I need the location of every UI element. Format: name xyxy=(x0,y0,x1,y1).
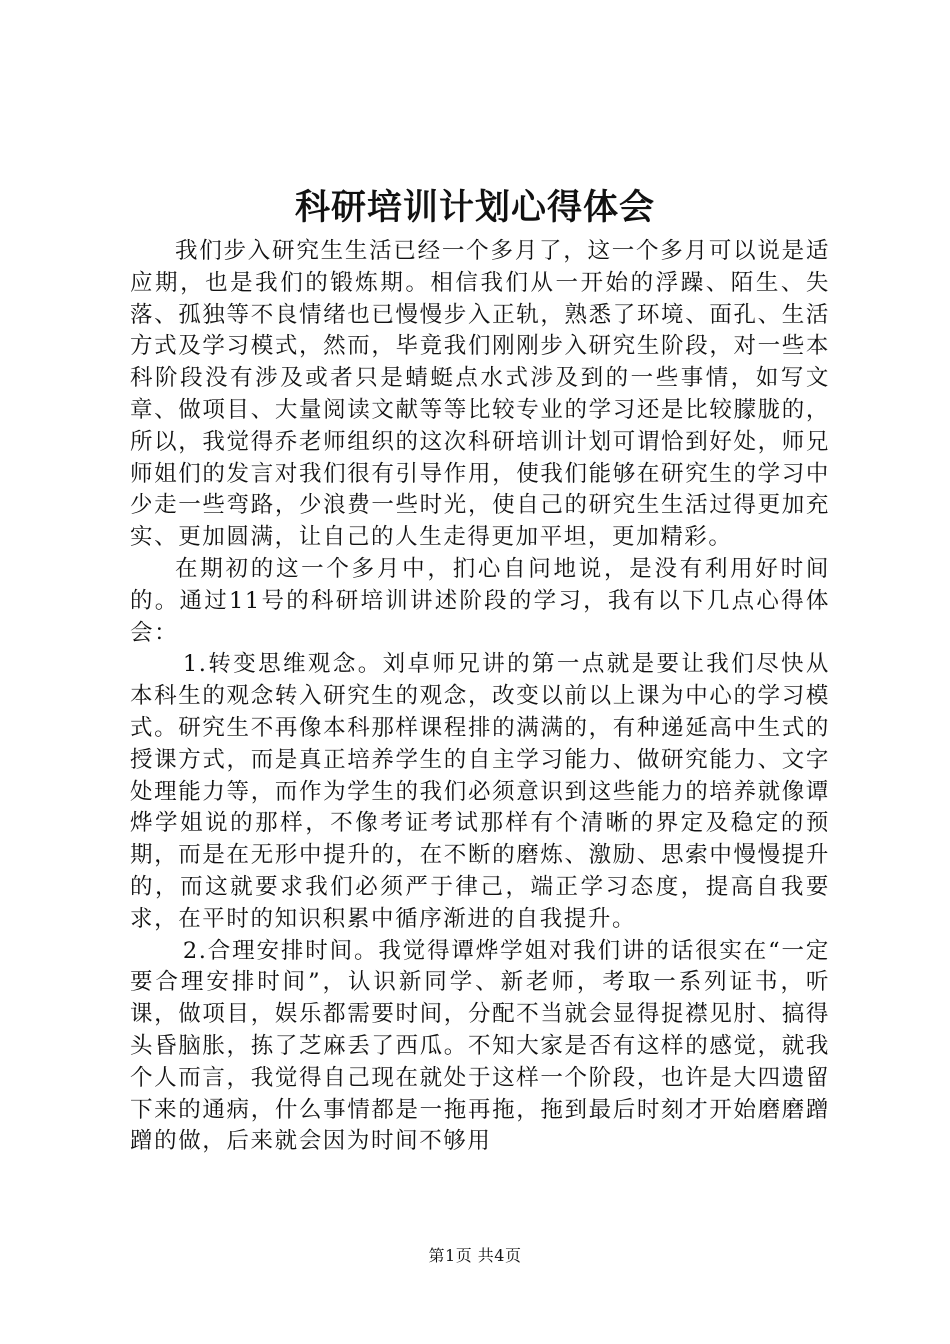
paragraph-point-2: 2.合理安排时间。我觉得谭烨学姐对我们讲的话很实在“一定要合理安排时间”，认识新同学、新老师，考取一系列证书，听课，做项目，娱乐都需要时间，分配不当就会显得捉襟见肘、搞得头昏脑胀，拣了芝麻丢了西瓜。不知大家是否有这样的感觉，就我个人而言，我觉得自己现在就处于这样一个阶段，也许是大四遗留下来的通病，什么事情都是一拖再拖，拖到最后时刻才开始磨磨蹭蹭的做，后来就会因为时间不够用 xyxy=(130,937,830,1155)
document-body xyxy=(130,236,830,1158)
paragraph-intro: 我们步入研究生生活已经一个多月了，这一个多月可以说是适应期，也是我们的锻炼期。相信我们从一开始的浮躁、陌生、失落、孤独等不良情绪也已慢慢步入正轨，熟悉了环境、面孔、生活方式及学习模式，然而，毕竟我们刚刚步入研究生阶段，对一些本科阶段没有涉及或者只是蜻蜓点水式涉及到的一些事情，如写文章、做项目、大量阅读文献等等比较专业的学习还是比较朦胧的，所以，我觉得乔老师组织的这次科研培训计划可谓恰到好处，师兄师姐们的发言对我们很有引导作用，使我们能够在研究生的学习中少走一些弯路，少浪费一些时光，使自己的研究生生活过得更加充实、更加圆满，让自己的人生走得更加平坦，更加精彩。 xyxy=(130,238,830,551)
document-title: 科研培训计划心得体会 xyxy=(294,187,655,228)
paragraph-point-1: 1.转变思维观念。刘卓师兄讲的第一点就是要让我们尽快从本科生的观念转入研究生的观念，改变以前以上课为中心的学习模式。研究生不再像本科那样课程排的满满的，有种递延高中生式的授课方式，而是真正培养学生的自主学习能力、做研究能力、文字处理能力等，而作为学生的我们必须意识到这些能力的培养就像谭烨学姐说的那样，不像考证考试那样有个清晰的界定及稳定的预期，而是在无形中提升的，在不断的磨炼、激励、思索中慢慢提升的，而这就要求我们必须严于律己，端正学习态度，提高自我要求，在平时的知识积累中循序渐进的自我提升。 xyxy=(130,651,830,932)
paragraph-reflection: 在期初的这一个多月中，扪心自问地说，是没有利用好时间的。通过11号的科研培训讲述阶段的学习，我有以下几点心得体会： xyxy=(130,555,830,646)
page-footer: 第1页 共4页 xyxy=(428,1246,522,1265)
